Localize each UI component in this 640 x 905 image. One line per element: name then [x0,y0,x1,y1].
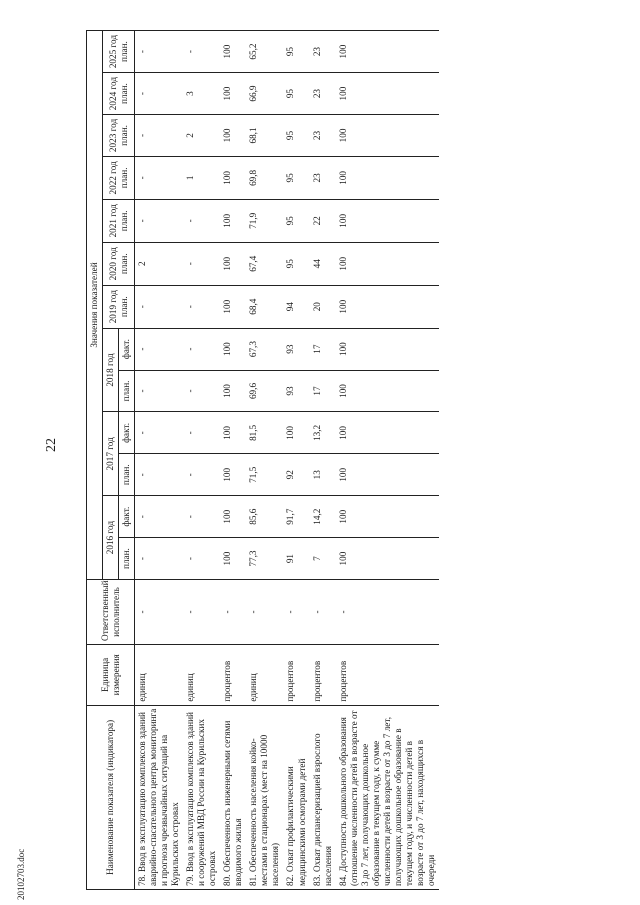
unit-cell: единиц [246,644,283,705]
value-cell: 23 [310,115,336,157]
value-cell: 67,3 [246,328,283,370]
page-number: 22 [44,438,59,452]
value-cell: 100 [336,73,439,115]
header-2016-plan: план. [119,538,135,580]
value-cell: - [135,454,184,496]
table-row [283,31,309,890]
value-cell: 100 [283,412,309,454]
row-number: 78. [137,874,148,886]
value-cell: - [135,156,184,199]
value-cell: - [135,73,184,115]
row-number: 80. [222,874,233,886]
header-year-2020: 2020 год план. [103,242,135,285]
value-cell: 77,3 [246,538,283,580]
value-cell: 100 [220,242,246,285]
value-cell: 68,1 [246,115,283,157]
header-year-2023: 2023 год план. [103,115,135,157]
value-cell: 100 [220,454,246,496]
unit-cell: процентов [283,644,309,705]
value-cell: 17 [310,328,336,370]
value-cell: 100 [220,370,246,412]
value-cell: 23 [310,73,336,115]
indicator-name: Охват диспансеризацией взрослого населения [311,733,333,886]
value-cell: 92 [283,454,309,496]
value-cell: 81,5 [246,412,283,454]
executor-cell: - [283,580,309,645]
value-cell: - [135,370,184,412]
value-cell: 91,7 [283,496,309,538]
value-cell: 2 [183,115,220,157]
header-2018-plan: план. [119,370,135,412]
indicator-name-cell [246,705,283,889]
document-id: 20102703.doc [16,848,26,900]
executor-cell: - [135,580,184,645]
value-cell: 100 [336,31,439,73]
indicator-name: Доступность дошкольного образования (отношение численности детей в возрасте от 3 до 7 лет, получающих дошкольное образование в текущем году, к сумме численности детей в возрасте от 3 до 7 лет, получающих дошкольное образование в текущем году, и численности детей в возрасте от 3 до 7 лет, находящихся в очереди [337,710,436,886]
value-cell: 13 [310,454,336,496]
value-cell: 100 [336,412,439,454]
value-cell: - [183,199,220,242]
indicator-name: Ввод в эксплуатацию комплексов зданий и сооружений МВД России на Курильских островах [185,712,218,886]
header-year-2018: 2018 год [103,328,119,412]
value-cell: 95 [283,31,309,73]
header-executor: Ответственный исполнитель [87,580,135,645]
value-cell: 100 [220,115,246,157]
value-cell: 71,9 [246,199,283,242]
executor-cell: - [220,580,246,645]
value-cell: 100 [336,156,439,199]
value-cell: 95 [283,115,309,157]
value-cell: 100 [336,454,439,496]
value-cell: - [183,285,220,328]
value-cell: 17 [310,370,336,412]
value-cell: 100 [220,156,246,199]
indicator-table-wrapper [86,30,552,890]
value-cell: 1 [183,156,220,199]
executor-cell: - [336,580,439,645]
value-cell: 93 [283,328,309,370]
value-cell: - [183,31,220,73]
table-row [336,31,439,890]
value-cell: 95 [283,73,309,115]
row-number: 82. [285,874,296,886]
value-cell: - [183,412,220,454]
value-cell: 14,2 [310,496,336,538]
indicator-name: Ввод в эксплуатацию комплексов зданий аварийно-спасательного центра мониторинга и прогноза чрезвычайных ситуаций на Курильских островах [137,708,181,886]
value-cell: - [183,328,220,370]
value-cell: 100 [220,31,246,73]
header-2018-fact: факт. [119,328,135,370]
value-cell: - [183,454,220,496]
unit-cell: единиц [183,644,220,705]
value-cell: 100 [336,370,439,412]
table-row [135,31,184,890]
value-cell: - [135,285,184,328]
value-cell: 100 [336,199,439,242]
value-cell: 69,8 [246,156,283,199]
value-cell: - [135,412,184,454]
value-cell: 67,4 [246,242,283,285]
header-year-2022: 2022 год план. [103,156,135,199]
value-cell: 65,2 [246,31,283,73]
value-cell: 95 [283,199,309,242]
value-cell: - [135,328,184,370]
indicator-name: Охват профилактическими медицинскими осмотрами детей [285,758,307,886]
header-name: Наименование показателя (индикатора) [87,705,135,889]
executor-cell: - [183,580,220,645]
value-cell: 100 [336,242,439,285]
value-cell: 94 [283,285,309,328]
table-row [220,31,246,890]
header-year-2021: 2021 год план. [103,199,135,242]
header-2017-plan: план. [119,454,135,496]
unit-cell: процентов [220,644,246,705]
row-number: 83. [311,874,322,886]
value-cell: 100 [220,496,246,538]
value-cell: 100 [220,199,246,242]
value-cell: 85,6 [246,496,283,538]
header-year-2016: 2016 год [103,496,119,580]
header-2017-fact: факт. [119,412,135,454]
value-cell: - [183,242,220,285]
row-number: 79. [185,874,196,886]
row-number: 81. [248,874,259,886]
header-year-2025: 2025 год план. [103,31,135,73]
header-year-2019: 2019 год план. [103,285,135,328]
indicator-name-cell [283,705,309,889]
value-cell: 23 [310,31,336,73]
header-2016-fact: факт. [119,496,135,538]
value-cell: 95 [283,156,309,199]
value-cell: 100 [220,328,246,370]
value-cell: - [183,370,220,412]
indicator-name: Обеспеченность населения койко-местами в стационарах (мест на 10000 населения) [248,734,281,886]
executor-cell: - [246,580,283,645]
value-cell: - [183,496,220,538]
value-cell: 95 [283,242,309,285]
value-cell: 100 [220,412,246,454]
value-cell: 100 [336,115,439,157]
value-cell: 100 [336,328,439,370]
value-cell: 23 [310,156,336,199]
indicator-name-cell [336,705,439,889]
value-cell: 100 [220,73,246,115]
value-cell: 3 [183,73,220,115]
value-cell: 91 [283,538,309,580]
table-row [246,31,283,890]
value-cell: 100 [336,538,439,580]
value-cell: - [135,199,184,242]
header-year-2017: 2017 год [103,412,119,496]
unit-cell: процентов [336,644,439,705]
indicator-name-cell [135,705,184,889]
indicator-name-cell [220,705,246,889]
value-cell: 100 [336,285,439,328]
value-cell: 68,4 [246,285,283,328]
value-cell: 100 [336,496,439,538]
value-cell: - [135,496,184,538]
value-cell: - [135,31,184,73]
unit-cell: процентов [310,644,336,705]
value-cell: 20 [310,285,336,328]
table-row [310,31,336,890]
value-cell: 7 [310,538,336,580]
value-cell: - [135,115,184,157]
header-year-2024: 2024 год план. [103,73,135,115]
value-cell: - [135,538,184,580]
value-cell: 71,5 [246,454,283,496]
row-number: 84. [337,874,348,886]
value-cell: - [183,538,220,580]
value-cell: 2 [135,242,184,285]
table-row [183,31,220,890]
indicator-name: Обеспеченность инженерными сетями вводимого жилья [222,720,244,886]
value-cell: 22 [310,199,336,242]
value-cell: 100 [220,538,246,580]
value-cell: 100 [220,285,246,328]
executor-cell: - [310,580,336,645]
value-cell: 69,6 [246,370,283,412]
indicator-name-cell [183,705,220,889]
indicator-table [86,30,439,890]
value-cell: 44 [310,242,336,285]
indicator-name-cell [310,705,336,889]
value-cell: 93 [283,370,309,412]
unit-cell: единиц [135,644,184,705]
indicator-table-body [135,31,439,890]
header-values-group: Значения показателей [87,31,103,580]
value-cell: 66,9 [246,73,283,115]
value-cell: 13,2 [310,412,336,454]
header-unit: Единица измерения [87,644,135,705]
